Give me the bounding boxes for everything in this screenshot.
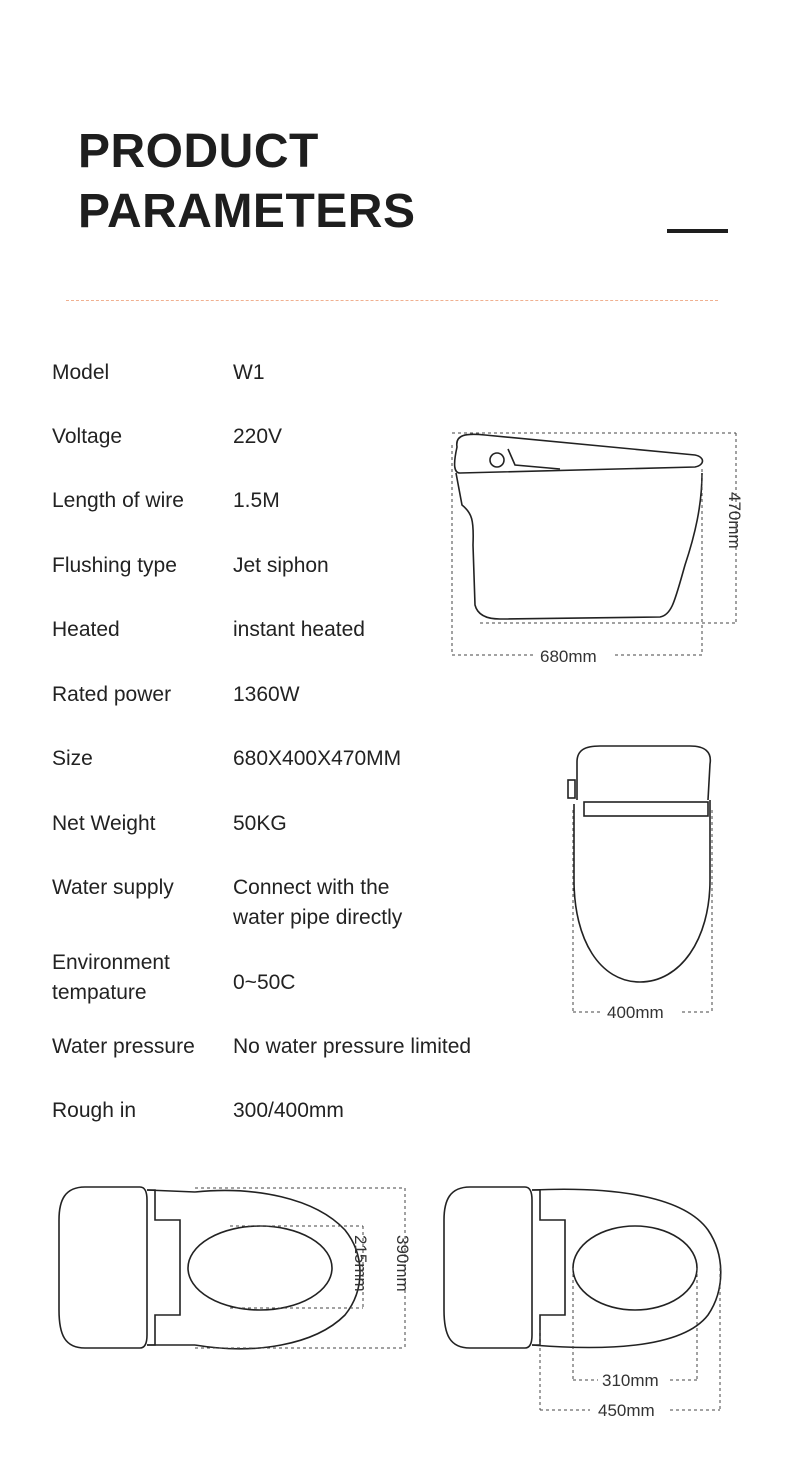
spec-label: Water pressure [52,1035,195,1058]
spec-value: instant heated [233,618,365,641]
title-line-2: PARAMETERS [78,185,416,238]
spec-label: Size [52,747,93,770]
spec-value: 1360W [233,683,300,706]
section-divider [66,300,718,301]
page-title [78,122,415,242]
spec-label: Rough in [52,1099,137,1122]
spec-value: 0~50C [233,971,296,994]
dim-bowl-length-label: 310mm [602,1371,659,1390]
title-accent-bar [667,229,728,233]
title-line-1: PRODUCT [78,125,319,178]
spec-label: Rated power [52,683,172,706]
spec-label: Voltage [52,425,123,448]
spec-value: 1.5M [233,489,280,512]
spec-value: 50KG [233,812,287,835]
spec-value: 300/400mm [233,1099,344,1122]
spec-label: Heated [52,618,120,641]
dim-length-label: 680mm [540,647,597,666]
dim-overall-length-label: 450mm [598,1401,655,1420]
spec-label: Water supply [52,876,174,899]
spec-label: Net Weight [52,812,156,835]
dim-bowl-depth-label: 215mm [351,1235,370,1292]
spec-label: Flushing type [52,554,177,577]
spec-label: Model [52,361,110,384]
spec-value: 220V [233,425,283,448]
top-view-diagram-bowl [440,1180,740,1420]
spec-value: Jet siphon [233,554,329,577]
spec-value: W1 [233,361,265,384]
side-view-diagram [440,425,770,675]
spec-value: 680X400X470MM [233,747,402,770]
spec-label: Environment tempature [52,951,170,1004]
spec-value: Connect with the water pipe directly [233,876,403,929]
spec-label: Length of wire [52,489,184,512]
dim-top-depth-label: 390mm [393,1235,412,1292]
top-view-diagram-seat [55,1180,415,1365]
spec-value: No water pressure limited [233,1035,472,1058]
dim-height-label: 470mm [725,492,744,549]
front-view-diagram [560,740,720,1030]
dim-width-label: 400mm [607,1003,664,1022]
